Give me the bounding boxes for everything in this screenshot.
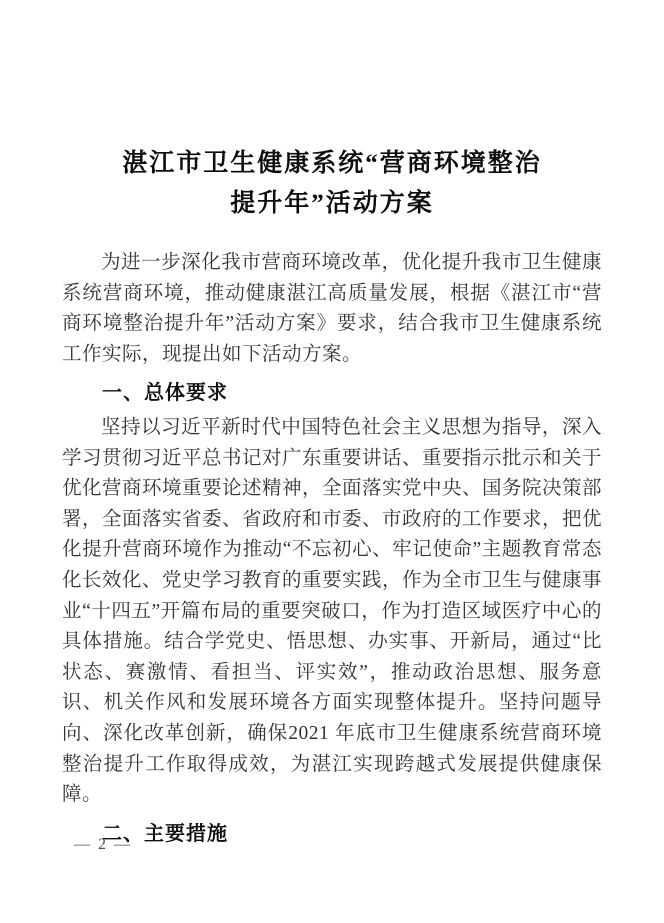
paragraph-section-1-body: 坚持以习近平新时代中国特色社会主义思想为指导，深入学习贯彻习近平总书记对广东重要讲话、重要指示批示和关于优化营商环境重要论述精神，全面落实党中央、国务院决策部署，全面落实省委、省政府和市委、市政府的工作要求，把优化提升营商环境作为推动“不忘初心、牢记使命”主题教育常态化长效化、党史学习教育的重要实践，作为全市卫生与健康事业“十四五”开篇布局的重要突破口，作为打造区域医疗中心的具体措施。结合学党史、悟思想、办实事、开新局，通过“比状态、赛激情、看担当、评实效”，推动政治思想、服务意识、机关作风和发展环境各方面实现整体提升。坚持问题导向、深化改革创新，确保2021 年底市卫生健康系统营商环境整治提升工作取得成效，为湛江实现跨越式发展提供健康保障。 [62,416,603,806]
document-title [62,144,602,224]
paragraph-intro: 为进一步深化我市营商环境改革，优化提升我市卫生健康系统营商环境，推动健康湛江高质量发展，根据《湛江市“营商环境整治提升年”活动方案》要求，结合我市卫生健康系统工作实际，现提出如下活动方案。 [62,252,602,365]
heading-section-1-overall-requirements: 一、总体要求 [102,382,228,405]
document-title-line-2: 提升年”活动方案 [230,190,434,217]
heading-section-2-main-measures: 二、主要措施 [102,822,228,845]
document-title-line-1: 湛江市卫生健康系统“营商环境整治 [122,150,542,177]
page-number: — 2 — [74,836,132,853]
